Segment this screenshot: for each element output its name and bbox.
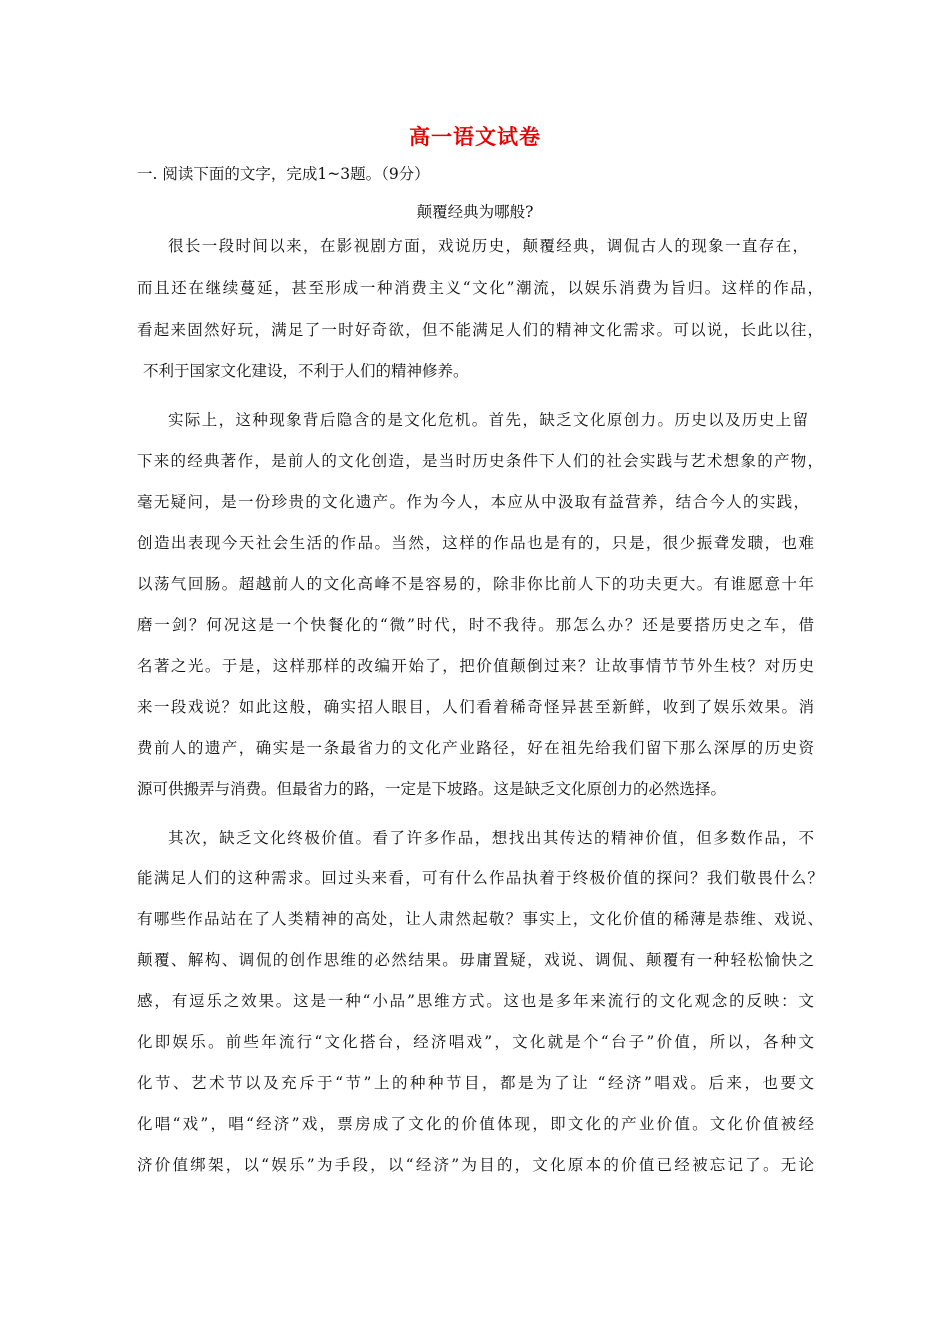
paragraph-line: 费前人的遗产，确实是一条最省力的文化产业路径，好在祖先给我们留下那么深厚的历史资 xyxy=(137,739,814,757)
paragraph-line: 感，有逗乐之效果。这是一种“小品”思维方式。这也是多年来流行的文化观念的反映：文 xyxy=(137,992,814,1010)
paragraph-line: 毫无疑问，是一份珍贵的文化遗产。作为今人，本应从中汲取有益营养，结合今人的实践， xyxy=(137,493,809,511)
paragraph-line: 很长一段时间以来，在影视剧方面，戏说历史，颠覆经典，调侃古人的现象一直存在， xyxy=(168,237,808,255)
paragraph-line: 化唱“戏”，唱“经济”戏，票房成了文化的价值体现，即文化的产业价值。文化价值被经 xyxy=(137,1115,814,1133)
paragraph-line: 源可供搬弄与消费。但最省力的路，一定是下坡路。这是缺乏文化原创力的必然选择。 xyxy=(137,780,727,798)
paragraph-line: 化即娱乐。前些年流行“文化搭台，经济唱戏”，文化就是个“台子”价值，所以，各种文 xyxy=(137,1033,814,1051)
paragraph-line: 而且还在继续蔓延，甚至形成一种消费主义“文化”潮流，以娱乐消费为旨归。这样的作品， xyxy=(137,279,823,297)
paragraph-line: 有哪些作品站在了人类精神的高处，让人肃然起敬？事实上，文化价值的稀薄是恭维、戏说、 xyxy=(137,910,823,928)
paragraph-line: 看起来固然好玩，满足了一时好奇欲，但不能满足人们的精神文化需求。可以说，长此以往， xyxy=(137,321,823,339)
paragraph-line: 下来的经典著作，是前人的文化创造，是当时历史条件下人们的社会实践与艺术想象的产物， xyxy=(137,452,823,470)
paragraph-line: 颠覆、解构、调侃的创作思维的必然结果。毋庸置疑，戏说、调侃、颠覆有一种轻松愉快之 xyxy=(137,951,814,969)
paragraph-line: 不利于国家文化建设，不利于人们的精神修养。 xyxy=(143,362,469,380)
paragraph-line: 创造出表现今天社会生活的作品。当然，这样的作品也是有的，只是，很少振聋发聩，也难 xyxy=(137,534,814,552)
paragraph-line: 济价值绑架，以“娱乐”为手段，以“经济”为目的，文化原本的价值已经被忘记了。无论 xyxy=(137,1156,814,1174)
paragraph-line: 实际上，这种现象背后隐含的是文化危机。首先，缺乏文化原创力。历史以及历史上留 xyxy=(168,411,808,429)
paragraph-line: 化节、艺术节以及充斥于“节”上的种种节目，都是为了让 “经济”唱戏。后来，也要文 xyxy=(137,1074,814,1092)
paragraph-line: 能满足人们的这种需求。回过头来看，可有什么作品执着于终极价值的探问？我们敬畏什么？ xyxy=(137,869,823,887)
section-heading: 一. 阅读下面的文字，完成1~3题。（9分） xyxy=(137,165,430,183)
paragraph-line: 来一段戏说？如此这般，确实招人眼目，人们看着稀奇怪异甚至新鲜，收到了娱乐效果。消 xyxy=(137,698,814,716)
paragraph-line: 名著之光。于是，这样那样的改编开始了，把价值颠倒过来？让故事情节节外生枝？对历史 xyxy=(137,657,814,675)
paragraph-line: 以荡气回肠。超越前人的文化高峰不是容易的，除非你比前人下的功夫更大。有谁愿意十年 xyxy=(137,575,814,593)
paragraph-line: 其次，缺乏文化终极价值。看了许多作品，想找出其传达的精神价值，但多数作品，不 xyxy=(168,829,814,847)
article-title: 颠覆经典为哪般? xyxy=(416,203,534,221)
page-title: 高一语文试卷 xyxy=(409,125,541,149)
paragraph-line: 磨一剑？何况这是一个快餐化的“微”时代，时不我待。那怎么办？还是要搭历史之车，借 xyxy=(137,616,814,634)
